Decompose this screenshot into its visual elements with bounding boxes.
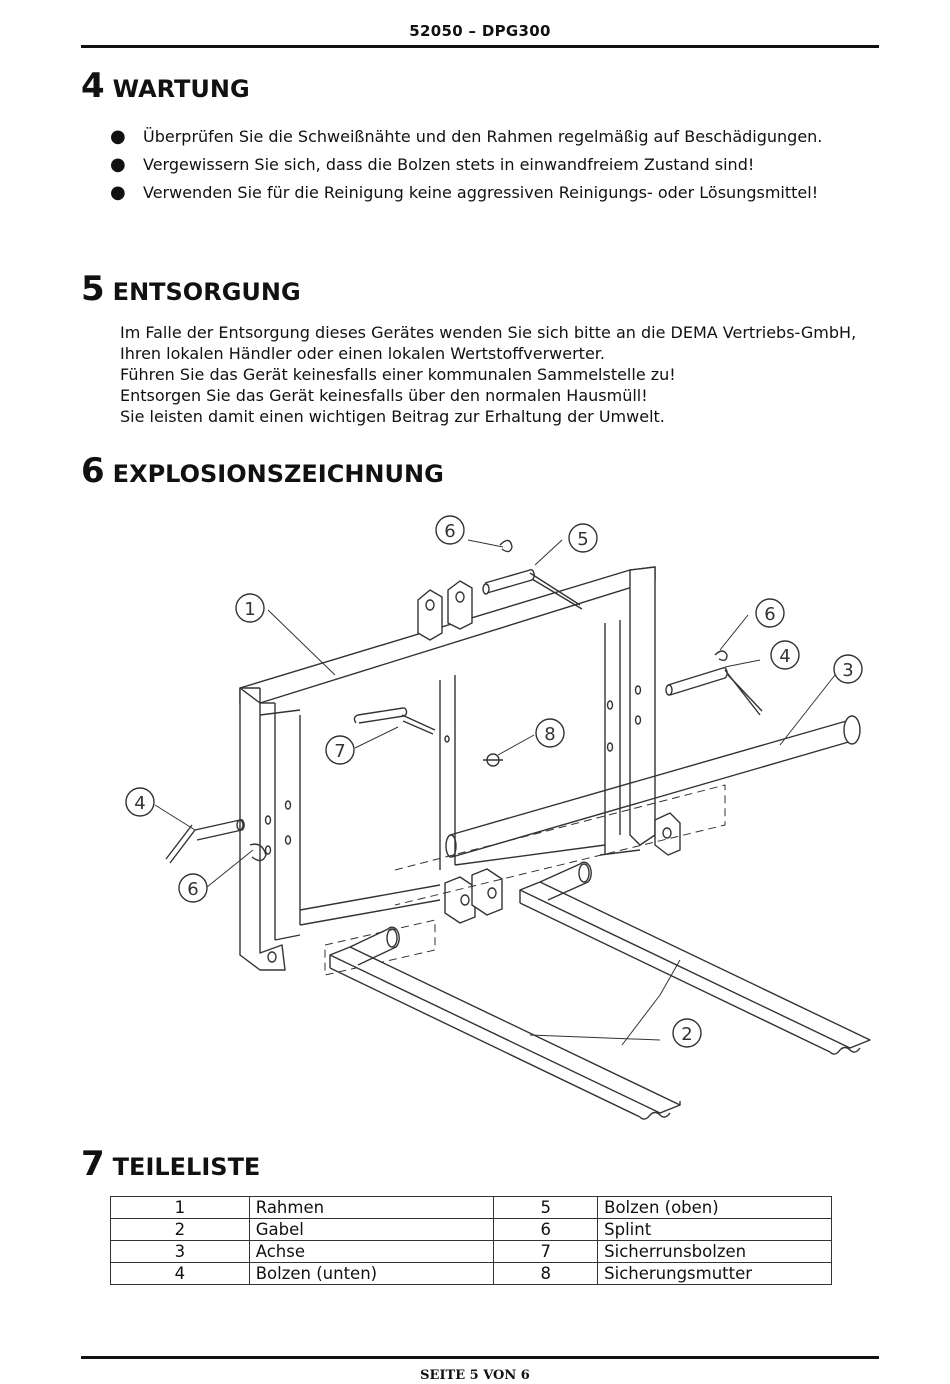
part-name: Rahmen	[249, 1197, 494, 1219]
table-row	[111, 1197, 832, 1219]
callout-3	[834, 655, 862, 683]
part-number: 8	[494, 1263, 598, 1285]
part-name: Splint	[598, 1219, 832, 1241]
section-number: 4	[81, 66, 105, 106]
callout-1	[236, 594, 264, 622]
svg-text:4: 4	[134, 793, 146, 814]
paragraph-line: Führen Sie das Gerät keinesfalls einer kommunalen Sammelstelle zu!	[120, 365, 676, 384]
part-number: 3	[111, 1241, 250, 1263]
page-number: SEITE 5 VON 6	[420, 1368, 530, 1383]
nut-drawing	[483, 754, 503, 766]
part-number: 2	[111, 1219, 250, 1241]
section-heading-entsorgung	[81, 269, 301, 309]
callout-6-top	[436, 516, 464, 544]
part-name: Gabel	[249, 1219, 494, 1241]
section-number: 5	[81, 269, 105, 309]
bullet-icon: ●	[110, 182, 126, 203]
fork-left-drawing	[330, 927, 680, 1119]
callout-4-right	[771, 641, 799, 669]
locking-pin-drawing	[354, 708, 449, 742]
list-item: ● Verwenden Sie für die Reinigung keine aggressiven Reinigungs- oder Lösungsmittel!	[110, 182, 819, 203]
document-header-title: 52050 – DPG300	[409, 22, 551, 40]
svg-text:4: 4	[779, 646, 791, 667]
svg-text:2: 2	[681, 1024, 693, 1045]
parts-list-table	[110, 1196, 832, 1285]
paragraph-line: Sie leisten damit einen wichtigen Beitrag zur Erhaltung der Umwelt.	[120, 407, 665, 426]
part-name: Sicherungsmutter	[598, 1263, 832, 1285]
exploded-view-drawing	[100, 505, 890, 1125]
callout-5	[569, 524, 597, 552]
svg-text:3: 3	[842, 660, 854, 681]
svg-text:6: 6	[444, 521, 456, 542]
svg-text:7: 7	[334, 741, 346, 762]
part-number: 7	[494, 1241, 598, 1263]
part-number: 4	[111, 1263, 250, 1285]
list-item: ● Überprüfen Sie die Schweißnähte und den Rahmen regelmäßig auf Beschädigungen.	[110, 126, 823, 147]
maintenance-list	[110, 126, 830, 210]
list-item: ● Vergewissern Sie sich, dass die Bolzen stets in einwandfreiem Zustand sind!	[110, 154, 755, 175]
callout-8	[536, 719, 564, 747]
section-title: ENTSORGUNG	[112, 278, 301, 306]
part-name: Bolzen (unten)	[249, 1263, 494, 1285]
table-row	[111, 1263, 832, 1285]
svg-text:5: 5	[577, 529, 589, 550]
svg-text:6: 6	[764, 604, 776, 625]
paragraph-line: Entsorgen Sie das Gerät keinesfalls über den normalen Hausmüll!	[120, 386, 648, 405]
svg-text:1: 1	[244, 599, 256, 620]
section-number: 6	[81, 451, 105, 491]
callout-2	[673, 1019, 701, 1047]
table-row	[111, 1241, 832, 1263]
frame-drawing	[240, 567, 680, 970]
section-title: TEILELISTE	[112, 1153, 261, 1181]
callout-6-right	[756, 599, 784, 627]
section-number: 7	[81, 1144, 105, 1184]
section-title: EXPLOSIONSZEICHNUNG	[112, 460, 444, 488]
table-row	[111, 1219, 832, 1241]
section-heading-teileliste	[81, 1144, 260, 1184]
disposal-paragraph	[120, 322, 880, 427]
part-number: 5	[494, 1197, 598, 1219]
header-rule	[81, 45, 879, 48]
part-name: Bolzen (oben)	[598, 1197, 832, 1219]
callout-7	[326, 736, 354, 764]
svg-text:8: 8	[544, 724, 556, 745]
callout-4-left	[126, 788, 154, 816]
footer-rule	[81, 1356, 879, 1359]
part-name: Sicherrunsbolzen	[598, 1241, 832, 1263]
section-heading-wartung	[81, 66, 250, 106]
paragraph-line: Im Falle der Entsorgung dieses Gerätes wenden Sie sich bitte an die DEMA Vertriebs-GmbH, Ihren lokalen Händler oder einen lokalen Wertstoffverwerter.	[120, 323, 857, 363]
section-title: WARTUNG	[112, 75, 250, 103]
svg-text:6: 6	[187, 879, 199, 900]
part-number: 1	[111, 1197, 250, 1219]
bullet-icon: ●	[110, 154, 126, 175]
right-pin-drawing	[666, 651, 762, 715]
section-heading-explosion	[81, 451, 444, 491]
bullet-icon: ●	[110, 126, 126, 147]
part-number: 6	[494, 1219, 598, 1241]
part-name: Achse	[249, 1241, 494, 1263]
callout-6-left	[179, 874, 207, 902]
